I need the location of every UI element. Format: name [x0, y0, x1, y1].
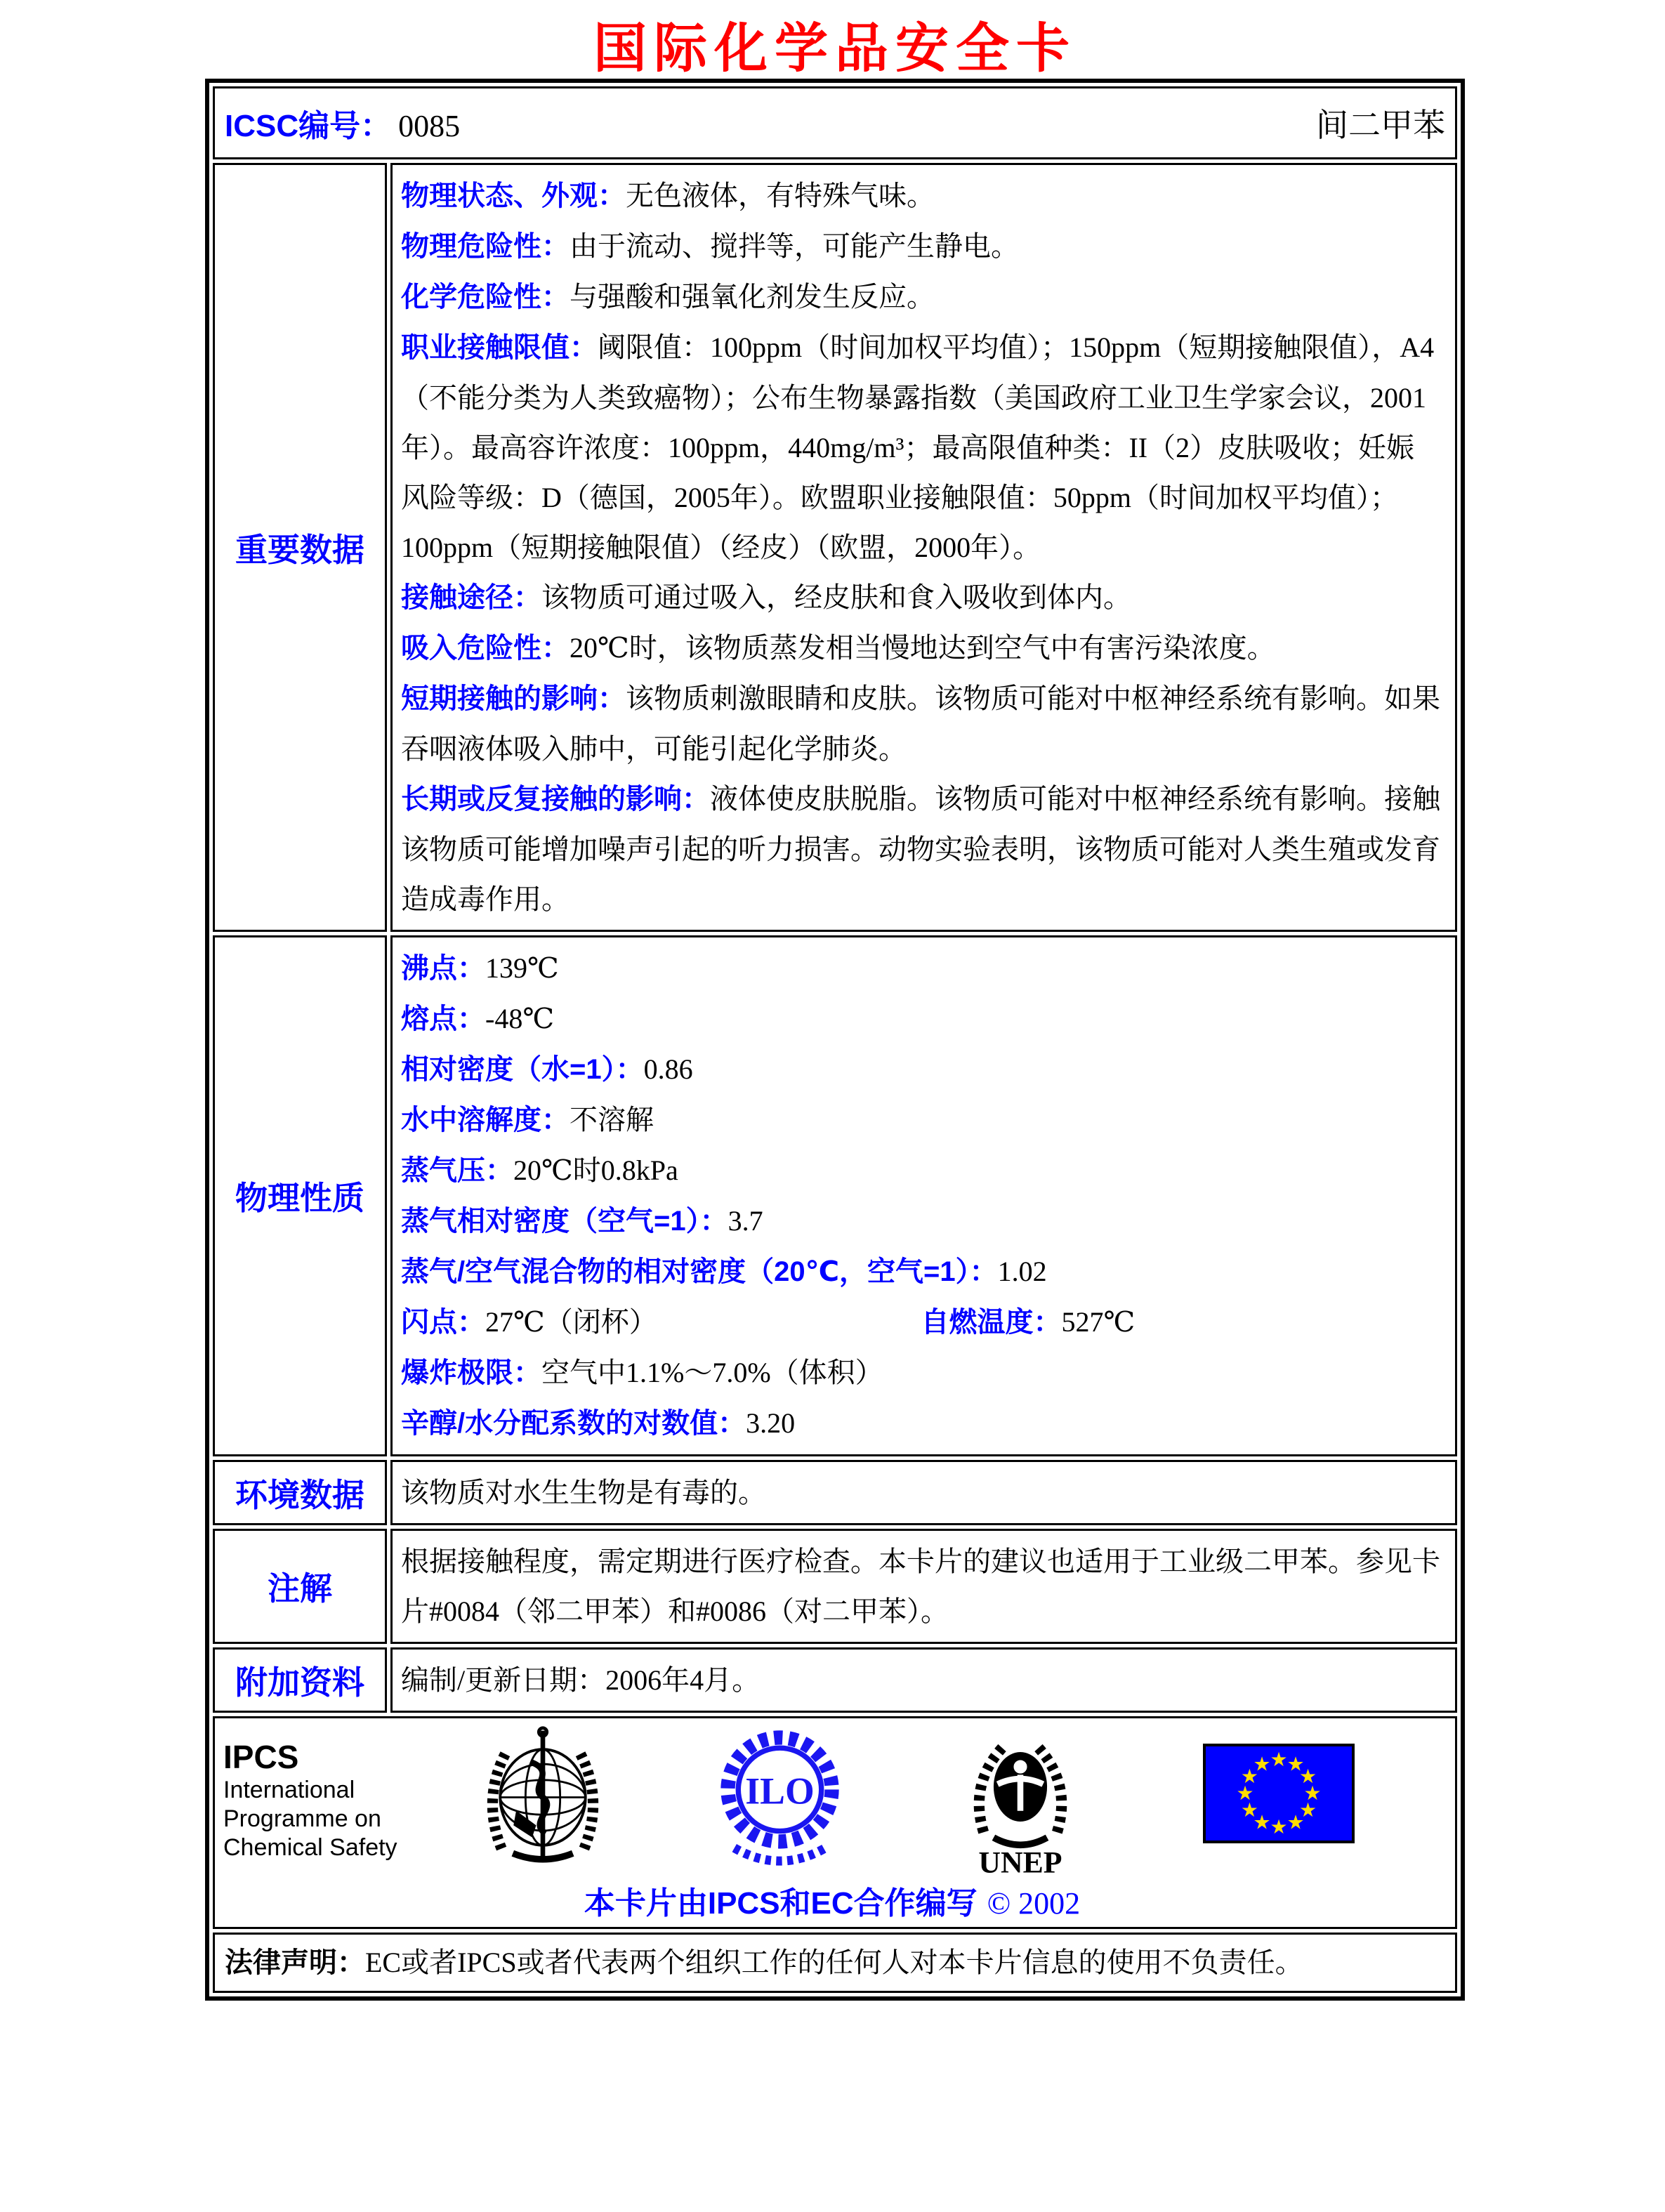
chemical-name: 间二甲苯: [1316, 107, 1445, 143]
section-row-physical-properties: [213, 935, 1457, 1456]
content-line: [401, 1044, 1441, 1095]
field-value: 27℃（闭杯）: [485, 1306, 657, 1338]
logos-cell: [213, 1716, 1457, 1929]
field-value: 与强酸和强氧化剂发生反应。: [570, 281, 935, 312]
field-label: 熔点：: [401, 1003, 485, 1034]
section-row-important-data: [213, 163, 1457, 932]
content-line: [401, 221, 1441, 272]
ilo-logo-text: ILO: [745, 1770, 815, 1812]
content-line: [401, 272, 1441, 322]
icsc-number-group: [225, 100, 460, 145]
eu-star-icon: ★: [1236, 1782, 1254, 1805]
field-label: 相对密度（水=1）：: [401, 1054, 644, 1085]
field-value: 139℃: [485, 952, 559, 984]
field-value: 液体使皮肤脱脂。该物质可能对中枢神经系统有影响。接触该物质可能增加噪声引起的听力损害。动物实验表明，该物质可能对人类生殖或发育造成毒作用。: [401, 783, 1440, 915]
field-value: -48℃: [485, 1003, 555, 1034]
field-label: 吸入危险性：: [401, 633, 570, 664]
field-value: 527℃: [1061, 1306, 1136, 1338]
field-label: 自燃温度：: [921, 1307, 1062, 1338]
field-label: 爆炸极限：: [401, 1357, 541, 1388]
field-label: 物理危险性：: [401, 231, 570, 262]
field-value: 20℃时，该物质蒸发相当慢地达到空气中有害污染浓度。: [570, 632, 1275, 664]
field-label: 蒸气压：: [401, 1155, 513, 1186]
content-line: [401, 322, 1441, 572]
content-line: [401, 673, 1441, 774]
content-line: [401, 1246, 1441, 1297]
row-label: 物理性质: [213, 935, 387, 1456]
section-content: [390, 163, 1457, 932]
legal-notice-text: EC或者IPCS或者代表两个组织工作的任何人对本卡片信息的使用不负责任。: [365, 1947, 1303, 1978]
content-line: [401, 1398, 1441, 1449]
who-logo-icon: [476, 1725, 610, 1869]
eu-star-icon: ★: [1270, 1748, 1288, 1771]
section-content: [390, 1647, 1457, 1713]
unep-logo-text: UNEP: [978, 1845, 1062, 1876]
field-label: 辛醇/水分配系数的对数值：: [401, 1408, 746, 1439]
content-line: [401, 1536, 1441, 1636]
icsc-number-label: ICSC编号：: [225, 109, 392, 143]
field-label: 水中溶解度：: [401, 1105, 570, 1135]
field-value: 该物质刺激眼睛和皮肤。该物质可能对中枢神经系统有影响。如果吞咽液体吸入肺中，可能引起化学肺炎。: [401, 683, 1440, 765]
field-value: 3.20: [746, 1407, 796, 1439]
row-label: 重要数据: [213, 163, 387, 932]
field-label: 接触途径：: [401, 582, 541, 613]
row-label: 环境数据: [213, 1460, 387, 1525]
icsc-number-value: 0085: [398, 109, 461, 143]
field-value: 阈限值：100ppm（时间加权平均值）；150ppm（短期接触限值），A4（不能分类为人类致癌物）；公布生物暴露指数（美国政府工业卫生学家会议，2001年）。最高容许浓度：100ppm，440mg/m³；最高限值种类：II（2）皮肤吸收；妊娠风险等级：D（德国，2005年）。欧盟职业接触限值：50ppm（时间加权平均值）；100ppm（短期接触限值）（经皮）（欧盟，2000年）。: [401, 331, 1435, 563]
legal-row: [213, 1933, 1457, 1993]
content-line: [401, 171, 1441, 221]
field-value: 不溶解: [570, 1104, 654, 1135]
copyright-text: © 2002: [987, 1886, 1081, 1921]
field-value: 该物质对水生生物是有毒的。: [401, 1477, 766, 1508]
field-label: 蒸气/空气混合物的相对密度（20℃，空气=1）：: [401, 1256, 998, 1287]
section-row-additional-info: [213, 1647, 1457, 1713]
logos-row: [213, 1716, 1457, 1929]
header-row: [213, 86, 1457, 159]
ipcs-name-line-3: Chemical Safety: [223, 1834, 397, 1861]
legal-cell: [213, 1933, 1457, 1993]
eu-star-icon: ★: [1240, 1798, 1258, 1822]
field-label: 长期或反复接触的影响：: [401, 784, 710, 815]
legal-notice-label: 法律声明：: [225, 1947, 365, 1978]
credit-text: 本卡片由IPCS和EC合作编写: [584, 1886, 978, 1921]
row-label: 附加资料: [213, 1647, 387, 1713]
field-value: 该物质可通过吸入，经皮肤和食入吸收到体内。: [541, 581, 1131, 613]
eu-star-icon: ★: [1299, 1765, 1317, 1788]
header-cell: [213, 86, 1457, 159]
field-value: 3.7: [728, 1205, 763, 1237]
content-line: [401, 774, 1441, 924]
section-content: [390, 935, 1457, 1456]
field-value: 由于流动、搅拌等，可能产生静电。: [570, 230, 1019, 262]
eu-star-icon: ★: [1299, 1798, 1317, 1822]
field-label: 化学危险性：: [401, 282, 570, 312]
field-value: 20℃时0.8kPa: [513, 1154, 678, 1186]
field-label: 蒸气相对密度（空气=1）：: [401, 1206, 728, 1237]
content-line: [401, 1145, 1441, 1196]
section-row-environmental-data: [213, 1460, 1457, 1525]
eu-star-icon: ★: [1286, 1810, 1305, 1834]
ipcs-name-line-1: International: [223, 1777, 355, 1803]
field-value: 根据接触程度，需定期进行医疗检查。本卡片的建议也适用于工业级二甲苯。参见卡片#0084（邻二甲苯）和#0086（对二甲苯）。: [401, 1546, 1440, 1627]
content-line: [401, 994, 1441, 1044]
ipcs-acronym: IPCS: [223, 1739, 299, 1775]
ipcs-name-line-2: Programme on: [223, 1805, 381, 1832]
field-value: 无色液体，有特殊气味。: [626, 180, 935, 211]
field-label: 沸点：: [401, 953, 485, 984]
section-row-notes: [213, 1529, 1457, 1644]
row-label: 注解: [213, 1529, 387, 1644]
field-value: 空气中1.1%～7.0%（体积）: [541, 1357, 883, 1388]
section-content: [390, 1460, 1457, 1525]
ilo-logo-icon: [715, 1725, 845, 1869]
content-line: [401, 943, 1441, 994]
section-content: [390, 1529, 1457, 1644]
content-line: [401, 1468, 1441, 1518]
eu-star-icon: ★: [1240, 1765, 1258, 1788]
page-title: 国际化学品安全卡: [593, 20, 1077, 79]
eu-star-icon: ★: [1303, 1782, 1322, 1805]
eu-star-icon: ★: [1253, 1752, 1271, 1776]
safety-card-table: [205, 79, 1465, 2001]
ipcs-text-block: [223, 1725, 413, 1862]
eu-star-icon: ★: [1270, 1815, 1288, 1838]
field-value: 0.86: [643, 1053, 693, 1085]
field-value: 1.02: [997, 1256, 1047, 1287]
field-value: 编制/更新日期：2006年4月。: [401, 1664, 761, 1696]
content-line: [401, 1297, 1441, 1348]
content-line: [401, 623, 1441, 673]
eu-star-icon: ★: [1286, 1752, 1305, 1776]
content-line: [401, 572, 1441, 623]
content-line: [401, 1196, 1441, 1246]
credit-line: [223, 1878, 1441, 1923]
unep-logo-icon: [950, 1725, 1091, 1876]
field-label: 短期接触的影响：: [401, 683, 626, 714]
content-line: [401, 1655, 1441, 1705]
field-label: 职业接触限值：: [401, 332, 598, 363]
eu-flag-icon: [1203, 1744, 1355, 1843]
field-label: 闪点：: [401, 1307, 485, 1338]
content-line: [401, 1095, 1441, 1145]
field-label: 物理状态、外观：: [401, 180, 626, 211]
eu-star-icon: ★: [1253, 1810, 1271, 1834]
content-line: [401, 1348, 1441, 1398]
